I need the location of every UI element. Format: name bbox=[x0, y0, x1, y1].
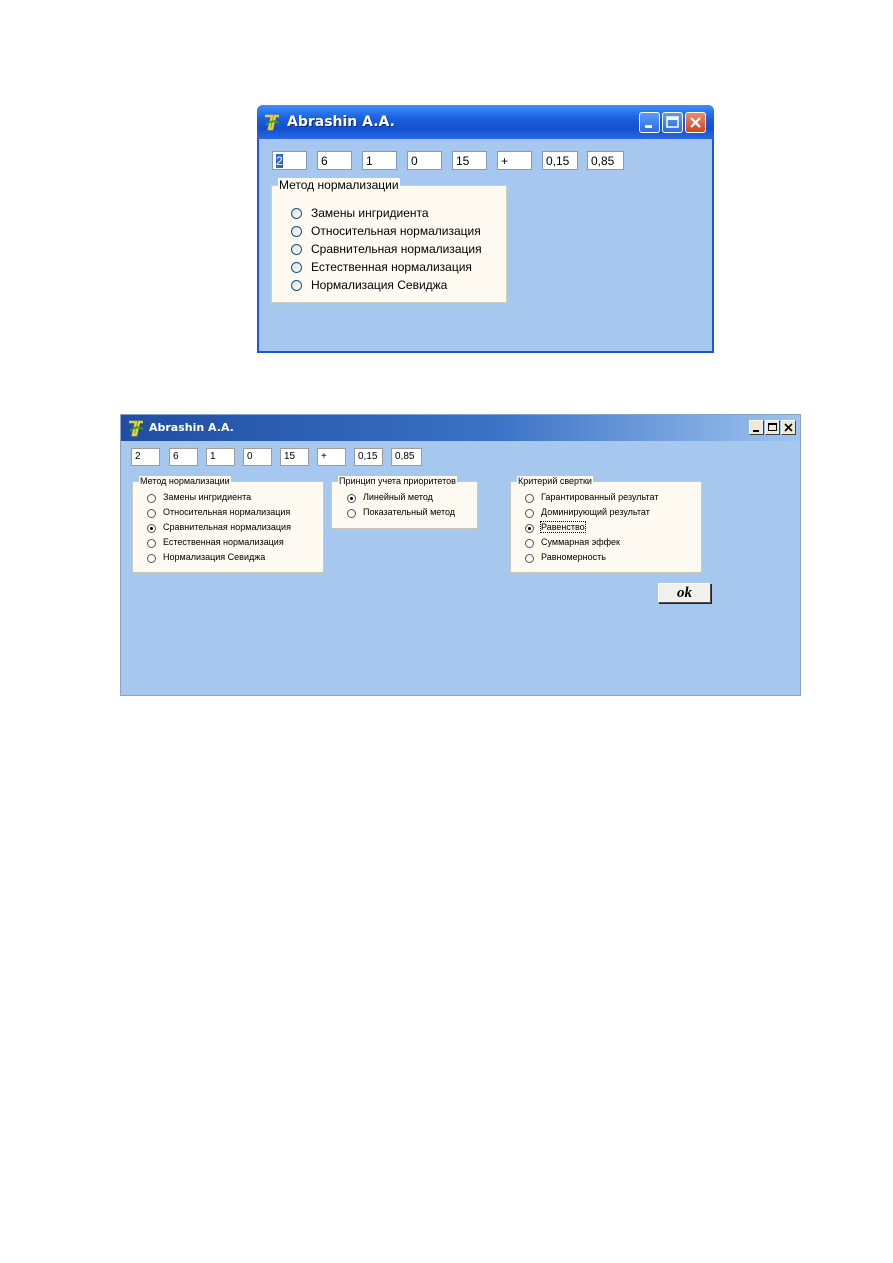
input-field-8[interactable]: 0,85 bbox=[391, 448, 422, 466]
input-field-1[interactable]: 2 bbox=[272, 151, 307, 170]
priority-group bbox=[331, 476, 478, 529]
minimize-icon bbox=[640, 113, 659, 132]
radio-button[interactable] bbox=[525, 539, 534, 548]
input-field-5[interactable]: 15 bbox=[452, 151, 487, 170]
close-button[interactable] bbox=[685, 112, 706, 133]
group-legend: Метод нормализации bbox=[140, 476, 230, 486]
radio-label: Показательный метод bbox=[363, 507, 456, 517]
input-field-2[interactable]: 6 bbox=[317, 151, 352, 170]
radio-button[interactable] bbox=[291, 244, 302, 255]
radio-button[interactable] bbox=[291, 280, 302, 291]
radio-label: Замены ингридиента bbox=[311, 206, 429, 220]
radio-label: Относительная нормализация bbox=[163, 507, 291, 517]
criterion-group bbox=[510, 476, 702, 573]
radio-button[interactable] bbox=[291, 226, 302, 237]
radio-button[interactable] bbox=[147, 554, 156, 563]
radio-label: Сравнительная нормализация bbox=[163, 522, 291, 532]
input-field-7[interactable]: 0,15 bbox=[354, 448, 383, 466]
radio-button[interactable] bbox=[525, 494, 534, 503]
radio-label: Сравнительная нормализация bbox=[311, 242, 482, 256]
radio-label: Равномерность bbox=[541, 552, 606, 562]
ok-button[interactable]: ok bbox=[658, 583, 711, 603]
input-field-3[interactable]: 1 bbox=[362, 151, 397, 170]
input-field-7[interactable]: 0,15 bbox=[542, 151, 578, 170]
radio-label-focused: Равенство bbox=[541, 522, 585, 532]
radio-label: Суммарная эффек bbox=[541, 537, 620, 547]
radio-button[interactable] bbox=[291, 262, 302, 273]
window-title: Abrashin A.A. bbox=[149, 421, 234, 434]
radio-button-selected[interactable] bbox=[147, 524, 156, 533]
radio-label: Линейный метод bbox=[363, 492, 433, 502]
group-legend: Метод нормализации bbox=[279, 178, 399, 192]
app-logo-icon bbox=[263, 113, 281, 131]
radio-button[interactable] bbox=[525, 509, 534, 518]
input-field-4[interactable]: 0 bbox=[407, 151, 442, 170]
close-icon bbox=[782, 421, 795, 434]
input-field-8[interactable]: 0,85 bbox=[587, 151, 624, 170]
radio-label: Относительная нормализация bbox=[311, 224, 481, 238]
close-button[interactable] bbox=[781, 420, 796, 435]
radio-label: Замены ингридиента bbox=[163, 492, 252, 502]
app-logo-icon bbox=[127, 419, 145, 437]
input-field-3[interactable]: 1 bbox=[206, 448, 235, 466]
radio-label: Естественная нормализация bbox=[163, 537, 284, 547]
input-field-5[interactable]: 15 bbox=[280, 448, 309, 466]
input-field-4[interactable]: 0 bbox=[243, 448, 272, 466]
maximize-icon bbox=[663, 113, 682, 132]
minimize-button[interactable] bbox=[749, 420, 764, 435]
input-field-6[interactable]: + bbox=[317, 448, 346, 466]
radio-button[interactable] bbox=[291, 208, 302, 219]
input-field-2[interactable]: 6 bbox=[169, 448, 198, 466]
radio-label: Нормализация Севиджа bbox=[163, 552, 266, 562]
minimize-icon bbox=[750, 421, 763, 434]
normalization-group bbox=[132, 476, 324, 573]
input-field-6[interactable]: + bbox=[497, 151, 532, 170]
radio-button[interactable] bbox=[147, 494, 156, 503]
maximize-button[interactable] bbox=[765, 420, 780, 435]
maximize-icon bbox=[766, 421, 779, 434]
radio-label: Гарантированный результат bbox=[541, 492, 659, 502]
radio-button[interactable] bbox=[525, 554, 534, 563]
window-classic bbox=[120, 414, 801, 696]
title-bar[interactable] bbox=[121, 415, 800, 441]
radio-label: Естественная нормализация bbox=[311, 260, 472, 274]
window-title: Abrashin A.A. bbox=[287, 114, 395, 130]
group-legend: Принцип учета приоритетов bbox=[339, 476, 456, 486]
radio-button[interactable] bbox=[147, 509, 156, 518]
window-xp bbox=[257, 105, 714, 353]
normalization-group bbox=[271, 178, 507, 303]
radio-label: Нормализация Севиджа bbox=[311, 278, 448, 292]
title-bar[interactable] bbox=[257, 105, 714, 139]
radio-label: Доминирующий результат bbox=[541, 507, 650, 517]
radio-button-selected[interactable] bbox=[525, 524, 534, 533]
minimize-button[interactable] bbox=[639, 112, 660, 133]
group-legend: Критерий свертки bbox=[518, 476, 592, 486]
maximize-button[interactable] bbox=[662, 112, 683, 133]
radio-button[interactable] bbox=[347, 509, 356, 518]
close-icon bbox=[686, 113, 705, 132]
radio-button[interactable] bbox=[147, 539, 156, 548]
input-field-1[interactable]: 2 bbox=[131, 448, 160, 466]
radio-button-selected[interactable] bbox=[347, 494, 356, 503]
